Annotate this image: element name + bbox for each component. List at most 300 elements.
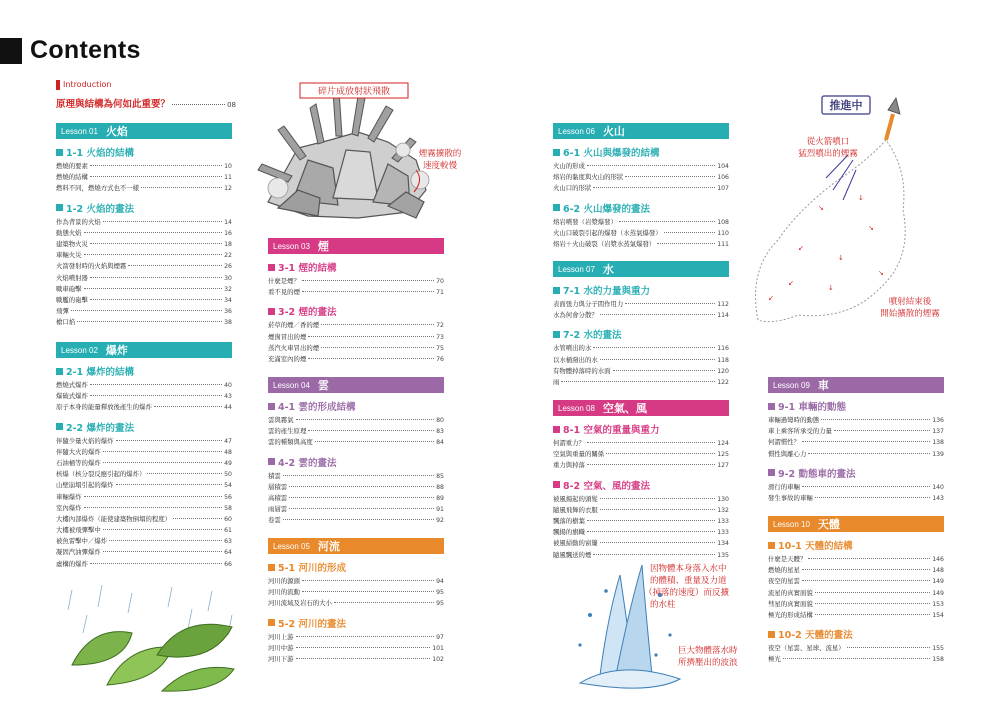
- toc-entry[interactable]: [56, 458, 232, 469]
- toc-entry-text: 大樓內部爆炸（能使建築物倒塌的程度）: [56, 514, 172, 523]
- intro-entry-page: 08: [227, 101, 236, 109]
- toc-entry-text: 燃燒的要素: [56, 162, 88, 170]
- toc-entry[interactable]: [268, 504, 444, 515]
- toc-entry[interactable]: [553, 460, 729, 471]
- leader-dots: [296, 419, 435, 420]
- toc-entry-page: 66: [224, 560, 232, 568]
- toc-entry-page: 88: [436, 483, 444, 491]
- section-title[interactable]: [268, 616, 444, 630]
- splash-caption-2a: 巨大物體落水時: [678, 646, 738, 656]
- toc-entry[interactable]: [768, 493, 944, 504]
- toc-entry[interactable]: [268, 654, 444, 665]
- intro-entry-text: 原理與結構為何如此重要？: [56, 99, 171, 110]
- rocket-tag: 推進中: [829, 99, 863, 112]
- toc-entry-text: 飄揚的旗幟: [553, 528, 585, 537]
- section-title[interactable]: [268, 399, 444, 413]
- section-title[interactable]: [553, 145, 729, 159]
- toc-entry-page: 149: [932, 589, 944, 597]
- section-square-icon: [56, 149, 63, 156]
- leader-dots: [172, 104, 225, 105]
- toc-entry[interactable]: [268, 343, 444, 354]
- toc-entry[interactable]: [56, 161, 232, 172]
- toc-entry[interactable]: [268, 276, 444, 287]
- toc-entry[interactable]: [553, 438, 729, 449]
- toc-entry[interactable]: [768, 565, 944, 576]
- toc-entry[interactable]: [268, 437, 444, 448]
- toc-entry-text: 核爆（核分裂反應引起的爆炸）: [56, 470, 146, 479]
- section-title[interactable]: [768, 399, 944, 413]
- toc-entry-page: 47: [224, 437, 232, 445]
- intro-block: [56, 80, 236, 110]
- toc-entry-text: 滑行的車輛: [768, 482, 800, 491]
- lesson-header[interactable]: [56, 342, 232, 358]
- leader-dots: [625, 303, 715, 304]
- section-square-icon: [768, 631, 775, 638]
- rock-caption-side-1: 煙霧擴散的: [418, 149, 462, 159]
- rock-caption-top: 碎片成放射狀飛散: [317, 87, 391, 97]
- leader-dots: [296, 647, 431, 648]
- entry-list: [768, 482, 944, 504]
- lesson-number: Lesson 03: [273, 241, 310, 251]
- toc-entry[interactable]: [768, 599, 944, 610]
- toc-entry-page: 11: [224, 174, 232, 182]
- toc-entry[interactable]: [268, 287, 444, 298]
- toc-entry-page: 95: [436, 589, 444, 597]
- toc-entry[interactable]: [56, 295, 232, 306]
- lesson-05: [268, 538, 444, 665]
- leader-dots: [84, 232, 223, 233]
- leader-dots: [587, 464, 715, 465]
- toc-entry-text: 夜空（星雲、星球、流星）: [768, 644, 845, 653]
- toc-entry-page: 120: [717, 367, 729, 375]
- toc-entry[interactable]: [553, 343, 729, 354]
- toc-entry[interactable]: [553, 494, 729, 505]
- toc-entry[interactable]: [768, 654, 944, 665]
- section-title[interactable]: [56, 201, 232, 215]
- lesson-name: 河流: [317, 540, 340, 553]
- entry-list: [268, 471, 444, 527]
- section-title[interactable]: [553, 422, 729, 436]
- toc-entry[interactable]: [268, 515, 444, 526]
- toc-entry-text: 火焰噴射器: [56, 273, 88, 282]
- entry-list: [56, 161, 232, 195]
- toc-entry[interactable]: [56, 261, 232, 272]
- toc-entry[interactable]: [768, 426, 944, 437]
- toc-entry[interactable]: [268, 354, 444, 365]
- section-title-text: 10-2 天體的畫法: [778, 630, 853, 642]
- toc-entry-text: 燃燒的星星: [768, 566, 800, 575]
- toc-entry[interactable]: [56, 273, 232, 284]
- toc-entry[interactable]: [268, 471, 444, 482]
- toc-entry[interactable]: [553, 538, 729, 549]
- toc-entry[interactable]: [768, 437, 944, 448]
- toc-entry-text: 雨: [553, 377, 560, 386]
- rocket-caption-top-2: 猛烈噴出的煙霧: [798, 149, 858, 159]
- toc-entry-page: 108: [717, 218, 729, 226]
- toc-entry-page: 36: [224, 308, 232, 316]
- toc-entry-page: 40: [224, 382, 232, 389]
- toc-entry-page: 106: [717, 174, 729, 182]
- section-title[interactable]: [268, 560, 444, 574]
- lesson-name: 雲: [317, 379, 329, 392]
- lesson-name: 爆炸: [105, 344, 128, 357]
- entry-list: [56, 380, 232, 414]
- intro-entry[interactable]: [56, 96, 236, 110]
- smoke-particles: [768, 194, 884, 302]
- section-title[interactable]: [268, 260, 444, 274]
- toc-entry[interactable]: [768, 554, 944, 565]
- toc-entry-text: 大樓被飛彈擊中: [56, 526, 101, 535]
- toc-entry[interactable]: [56, 306, 232, 317]
- lesson-name: 火山: [602, 125, 625, 138]
- svg-text:↘: ↘: [878, 269, 884, 277]
- toc-entry[interactable]: [56, 547, 232, 558]
- leader-dots: [664, 232, 716, 233]
- water-splash-illustration: [560, 555, 738, 700]
- toc-entry[interactable]: [56, 480, 232, 491]
- toc-entry[interactable]: [553, 299, 729, 310]
- lesson-name: 天體: [817, 518, 840, 531]
- toc-entry[interactable]: [553, 516, 729, 527]
- section-square-icon: [553, 426, 560, 433]
- toc-entry-page: 34: [224, 296, 232, 304]
- entry-list: [268, 576, 444, 610]
- section-title[interactable]: [553, 327, 729, 341]
- toc-entry[interactable]: [56, 239, 232, 250]
- toc-entry-page: 49: [224, 459, 232, 467]
- toc-entry[interactable]: [553, 449, 729, 460]
- entry-list: [553, 343, 729, 388]
- toc-entry[interactable]: [768, 610, 944, 621]
- toc-entry[interactable]: [268, 632, 444, 643]
- toc-entry-text: 什麼是煙？: [268, 277, 300, 285]
- toc-entry-text: 發生事故的車輛: [768, 493, 813, 502]
- rock-caption-side-2: 速度較慢: [422, 161, 458, 171]
- leader-dots: [600, 314, 715, 315]
- toc-entry-page: 148: [932, 567, 944, 575]
- lesson-header[interactable]: [553, 400, 729, 416]
- toc-entry[interactable]: [56, 402, 232, 413]
- leader-dots: [600, 498, 715, 499]
- toc-entry-page: 70: [436, 278, 444, 285]
- leader-dots: [600, 359, 715, 360]
- toc-entry-text: 槍口焰: [56, 318, 76, 327]
- toc-entry[interactable]: [553, 228, 729, 239]
- section-square-icon: [768, 469, 775, 476]
- toc-entry[interactable]: [268, 587, 444, 598]
- section-title-text: 1-1 火焰的結構: [66, 148, 134, 159]
- toc-entry[interactable]: [268, 482, 444, 493]
- entry-list: [553, 161, 729, 195]
- toc-entry[interactable]: [56, 559, 232, 570]
- section-title-text: 4-2 雲的畫法: [278, 457, 337, 469]
- toc-entry[interactable]: [56, 492, 232, 503]
- toc-entry[interactable]: [768, 482, 944, 493]
- leader-dots: [315, 441, 434, 442]
- leader-dots: [116, 440, 223, 441]
- splash-caption-1d: 的水柱: [650, 600, 676, 610]
- toc-entry[interactable]: [56, 183, 232, 194]
- toc-entry[interactable]: [768, 449, 944, 460]
- svg-text:↙: ↙: [788, 279, 794, 287]
- toc-entry-page: 136: [932, 417, 944, 424]
- toc-entry-page: 114: [717, 312, 729, 320]
- toc-entry[interactable]: [553, 183, 729, 194]
- leader-dots: [613, 370, 716, 371]
- svg-text:↘: ↘: [818, 204, 824, 212]
- toc-entry-text: 有物體掉落時的水面: [553, 366, 611, 375]
- toc-entry[interactable]: [553, 239, 729, 250]
- rocket-caption-top-1: 從火箭噴口: [806, 137, 850, 147]
- toc-entry-text: 火箭發射時的火焰與煙霧: [56, 262, 127, 271]
- toc-entry-text: 什麼是天體？: [768, 555, 807, 563]
- entry-list: [553, 438, 729, 472]
- toc-entry[interactable]: [56, 284, 232, 295]
- toc-entry-page: 101: [432, 644, 444, 652]
- toc-entry-page: 80: [436, 417, 444, 424]
- leader-dots: [802, 569, 930, 570]
- toc-entry[interactable]: [268, 493, 444, 504]
- section-title-text: 6-1 火山與爆發的結構: [563, 148, 660, 159]
- toc-entry[interactable]: [56, 525, 232, 536]
- toc-entry[interactable]: [268, 426, 444, 437]
- toc-entry[interactable]: [56, 514, 232, 525]
- toc-entry-text: 河川的流動: [268, 588, 300, 597]
- toc-entry-text: 車輛過彎時的動態: [768, 416, 820, 424]
- lesson-header[interactable]: [768, 516, 944, 532]
- leader-dots: [283, 519, 434, 520]
- lesson-header[interactable]: [553, 123, 729, 139]
- leader-dots: [103, 551, 222, 552]
- leader-dots: [302, 291, 434, 292]
- leader-dots: [154, 406, 222, 407]
- lesson-header[interactable]: [268, 377, 444, 393]
- toc-entry-text: 建築物火災: [56, 239, 88, 248]
- leader-dots: [834, 430, 930, 431]
- toc-entry-text: 熔岩噴發（岩漿爆發）: [553, 217, 617, 226]
- leader-dots: [84, 288, 223, 289]
- toc-entry[interactable]: [56, 536, 232, 547]
- lesson-number: Lesson 05: [273, 541, 310, 551]
- toc-entry[interactable]: [553, 355, 729, 366]
- section-square-icon: [768, 403, 775, 410]
- toc-entry[interactable]: [56, 503, 232, 514]
- rocket-smoke-illustration: [738, 90, 938, 325]
- toc-entry-page: 139: [932, 450, 944, 458]
- leader-dots: [593, 187, 715, 188]
- rocket-caption-bottom-2: 開始擴散的煙霧: [880, 309, 940, 319]
- section-title[interactable]: [268, 455, 444, 469]
- section-square-icon: [553, 481, 560, 488]
- blue-arrows: [826, 155, 856, 200]
- entry-list: [553, 299, 729, 321]
- toc-entry-page: 155: [932, 645, 944, 653]
- toc-entry[interactable]: [768, 643, 944, 654]
- section-square-icon: [768, 542, 775, 549]
- entry-list: [553, 217, 729, 251]
- lesson-header[interactable]: [268, 238, 444, 254]
- leader-dots: [84, 507, 223, 508]
- toc-entry-page: 18: [224, 240, 232, 248]
- splash-caption-2b: 所擠壓出的波浪: [678, 658, 738, 668]
- toc-entry[interactable]: [268, 598, 444, 609]
- leader-dots: [625, 176, 715, 177]
- toc-entry-page: 107: [717, 185, 729, 193]
- lesson-06: [553, 123, 729, 250]
- toc-entry[interactable]: [553, 217, 729, 228]
- leader-dots: [600, 542, 715, 543]
- toc-entry-page: 10: [224, 163, 232, 170]
- toc-entry[interactable]: [553, 366, 729, 377]
- toc-entry-page: 104: [717, 163, 729, 170]
- toc-entry[interactable]: [56, 391, 232, 402]
- section-square-icon: [268, 403, 275, 410]
- leader-dots: [308, 336, 434, 337]
- toc-entry-text: 被風掃動的窗簾: [553, 539, 598, 548]
- leader-dots: [815, 592, 930, 593]
- leader-dots: [808, 453, 930, 454]
- toc-entry-text: 熔岩＋火山破裂（岩漿水蒸氣爆發）: [553, 239, 656, 248]
- toc-entry[interactable]: [56, 469, 232, 480]
- section-title[interactable]: [56, 364, 232, 378]
- lesson-number: Lesson 02: [61, 345, 98, 355]
- lesson-header[interactable]: [768, 377, 944, 393]
- toc-entry[interactable]: [768, 588, 944, 599]
- section-title[interactable]: [768, 627, 944, 641]
- lesson-header[interactable]: [56, 123, 232, 139]
- toc-entry[interactable]: [553, 172, 729, 183]
- section-square-icon: [268, 264, 275, 271]
- lesson-08: [553, 400, 729, 561]
- entry-list: [56, 217, 232, 329]
- section-title[interactable]: [553, 283, 729, 297]
- leader-dots: [103, 462, 222, 463]
- toc-entry-text: 何謂重力？: [553, 439, 585, 447]
- toc-entry[interactable]: [56, 380, 232, 391]
- leader-dots: [587, 165, 715, 166]
- section-title[interactable]: [768, 538, 944, 552]
- leader-dots: [847, 647, 931, 648]
- toc-entry-text: 伴隨少量火焰的爆炸: [56, 436, 114, 445]
- toc-entry-page: 94: [436, 578, 444, 585]
- toc-entry-page: 83: [436, 428, 444, 436]
- toc-entry[interactable]: [268, 415, 444, 426]
- toc-entry[interactable]: [268, 320, 444, 331]
- section-title[interactable]: [268, 304, 444, 318]
- lesson-header[interactable]: [268, 538, 444, 554]
- toc-entry-text: 原子本身的能量釋放後產生的爆炸: [56, 403, 152, 412]
- toc-entry-page: 76: [436, 355, 444, 363]
- toc-entry-text: 被風揚起的頭髮: [553, 494, 598, 503]
- toc-entry[interactable]: [56, 436, 232, 447]
- toc-entry-text: 隨風飄送的煙: [553, 550, 592, 559]
- section-square-icon: [56, 204, 63, 211]
- toc-entry[interactable]: [553, 377, 729, 388]
- toc-entry-text: 極光: [768, 655, 781, 664]
- lesson-header[interactable]: [553, 261, 729, 277]
- entry-list: [268, 632, 444, 666]
- rocket-flame: [886, 114, 893, 140]
- toc-entry[interactable]: [56, 447, 232, 458]
- toc-entry-text: 車上乘客所承受的力量: [768, 427, 832, 436]
- toc-entry-page: 135: [717, 551, 729, 559]
- toc-entry-text: 雲的產生原理: [268, 427, 307, 436]
- section-title-text: 5-1 河川的形成: [278, 563, 346, 574]
- toc-entry[interactable]: [268, 643, 444, 654]
- toc-entry[interactable]: [553, 161, 729, 172]
- leader-dots: [808, 558, 930, 559]
- section-title-text: 10-1 天體的結構: [778, 541, 853, 552]
- leader-dots: [802, 580, 930, 581]
- toc-entry-text: 雲的種類與高度: [268, 438, 313, 447]
- toc-entry-text: 伴隨大火的爆炸: [56, 447, 101, 456]
- toc-entry-page: 130: [717, 495, 729, 503]
- toc-entry[interactable]: [268, 332, 444, 343]
- section-square-icon: [56, 423, 63, 430]
- toc-entry-text: 車輛爆炸: [56, 492, 82, 501]
- section-title[interactable]: [553, 201, 729, 215]
- leader-dots: [289, 486, 434, 487]
- lesson-10: [768, 516, 944, 666]
- toc-entry[interactable]: [768, 576, 944, 587]
- toc-entry-page: 92: [436, 517, 444, 525]
- leader-dots: [308, 358, 434, 359]
- toc-entry[interactable]: [56, 317, 232, 328]
- leader-dots: [600, 509, 715, 510]
- leader-dots: [296, 658, 431, 659]
- section-title-text: 7-2 水的畫法: [563, 330, 622, 342]
- section-title[interactable]: [553, 478, 729, 492]
- toc-entry-text: 飛彈: [56, 307, 69, 316]
- leader-dots: [783, 658, 930, 659]
- toc-entry[interactable]: [768, 415, 944, 426]
- toc-entry[interactable]: [553, 527, 729, 538]
- toc-entry-text: 火山的形成: [553, 162, 585, 170]
- toc-entry-text: 水管噴出的水: [553, 344, 592, 353]
- toc-entry-page: 133: [717, 529, 729, 537]
- leader-dots: [71, 310, 222, 311]
- toc-entry-page: 75: [436, 344, 444, 352]
- toc-entry-text: 燃料不同，燃燒方式也不一樣: [56, 184, 140, 193]
- toc-entry-page: 14: [224, 218, 232, 226]
- toc-entry[interactable]: [56, 217, 232, 228]
- toc-entry-text: 火山口的形狀: [553, 184, 592, 193]
- section-square-icon: [553, 287, 560, 294]
- toc-entry[interactable]: [268, 576, 444, 587]
- toc-entry[interactable]: [553, 310, 729, 321]
- rocket-icon: [888, 98, 900, 114]
- toc-entry[interactable]: [56, 250, 232, 261]
- lesson-07: [553, 261, 729, 388]
- section-title[interactable]: [56, 420, 232, 434]
- toc-entry-text: 燃燒的結構: [56, 173, 88, 182]
- svg-text:↘: ↘: [868, 224, 874, 232]
- splash-caption-1b: 的體積、重量及力道: [650, 576, 727, 586]
- leader-dots: [289, 508, 434, 509]
- leaves-rain-illustration: [62, 585, 242, 695]
- toc-entry[interactable]: [553, 505, 729, 516]
- section-title[interactable]: [56, 145, 232, 159]
- toc-entry[interactable]: [56, 228, 232, 239]
- toc-entry-page: 133: [717, 517, 729, 525]
- toc-entry[interactable]: [56, 172, 232, 183]
- section-title[interactable]: [768, 466, 944, 480]
- lesson-name: 水: [602, 263, 614, 276]
- toc-entry-page: 112: [717, 301, 729, 308]
- toc-entry-page: 122: [717, 378, 729, 386]
- toc-entry-page: 38: [224, 319, 232, 327]
- svg-text:↓: ↓: [838, 254, 844, 262]
